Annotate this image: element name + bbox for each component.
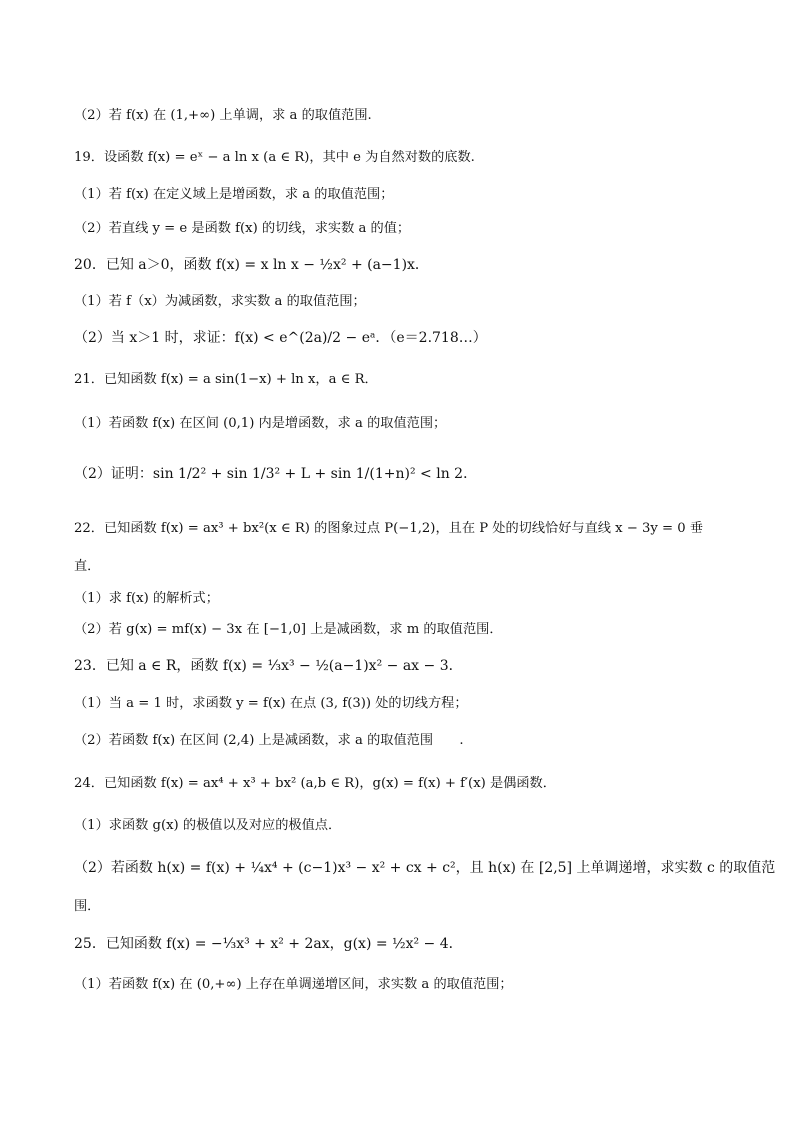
line-23: 23．已知 a ∈ R，函数 f(x) = ⅓x³ − ½(a−1)x² − ax − 3．: [74, 658, 463, 674]
line-21-1: （1）若函数 f(x) 在区间 (0,1) 内是增函数，求 a 的取值范围；: [74, 416, 447, 431]
line-24-2: （2）若函数 h(x) = f(x) + ¼x⁴ + (c−1)x³ − x² + cx + c²，且 h(x) 在 [2,5] 上单调递增，求实数 c 的取值范: [74, 860, 776, 876]
line-24-cont: 围．: [74, 899, 101, 914]
line-24-1: （1）求函数 g(x) 的极值以及对应的极值点．: [74, 818, 342, 833]
line-23-2: （2）若函数 f(x) 在区间 (2,4) 上是减函数，求 a 的取值范围 .: [74, 733, 464, 748]
line-21: 21．已知函数 f(x) = a sin(1−x) + ln x，a ∈ R．: [74, 372, 378, 387]
line-22-1: （1）求 f(x) 的解析式；: [74, 591, 219, 606]
line-22-cont: 直．: [74, 559, 101, 574]
line-19-1: （1）若 f(x) 在定义域上是增函数，求 a 的取值范围；: [74, 187, 394, 202]
line-21-2: （2）证明：sin 1/2² + sin 1/3² + L + sin 1/(1+n)² < ln 2．: [74, 466, 478, 482]
line-22: 22．已知函数 f(x) = ax³ + bx²(x ∈ R) 的图象过点 P(−1,2)，且在 P 处的切线恰好与直线 x − 3y = 0 垂: [74, 521, 704, 536]
line-25: 25．已知函数 f(x) = −⅓x³ + x² + 2ax，g(x) = ½x² − 4．: [74, 936, 463, 952]
line-23-1: （1）当 a = 1 时，求函数 y = f(x) 在点 (3, f(3)) 处的切线方程；: [74, 696, 468, 711]
line-20-2: （2）当 x＞1 时，求证：f(x) < e^(2a)/2 − eᵃ．（e＝2.718…）: [74, 330, 487, 346]
line-19-2: （2）若直线 y = e 是函数 f(x) 的切线，求实数 a 的值；: [74, 221, 411, 236]
line-19: 19．设函数 f(x) = eˣ − a ln x (a ∈ R)，其中 e 为自然对数的底数.: [74, 150, 475, 165]
line-25-1: （1）若函数 f(x) 在 (0,+∞) 上存在单调递增区间，求实数 a 的取值范围；: [74, 977, 513, 992]
line-20-1: （1）若 f（x）为减函数，求实数 a 的取值范围；: [74, 294, 366, 309]
line-24: 24．已知函数 f(x) = ax⁴ + x³ + bx² (a,b ∈ R)，g(x) = f(x) + f′(x) 是偶函数．: [74, 776, 556, 791]
line-22-2: （2）若 g(x) = mf(x) − 3x 在 [−1,0] 上是减函数，求 m 的取值范围．: [74, 622, 503, 637]
line-18-2: （2）若 f(x) 在 (1,+∞) 上单调，求 a 的取值范围.: [74, 108, 372, 123]
line-20: 20．已知 a＞0，函数 f(x) = x ln x − ½x² + (a−1)x．: [74, 257, 429, 273]
